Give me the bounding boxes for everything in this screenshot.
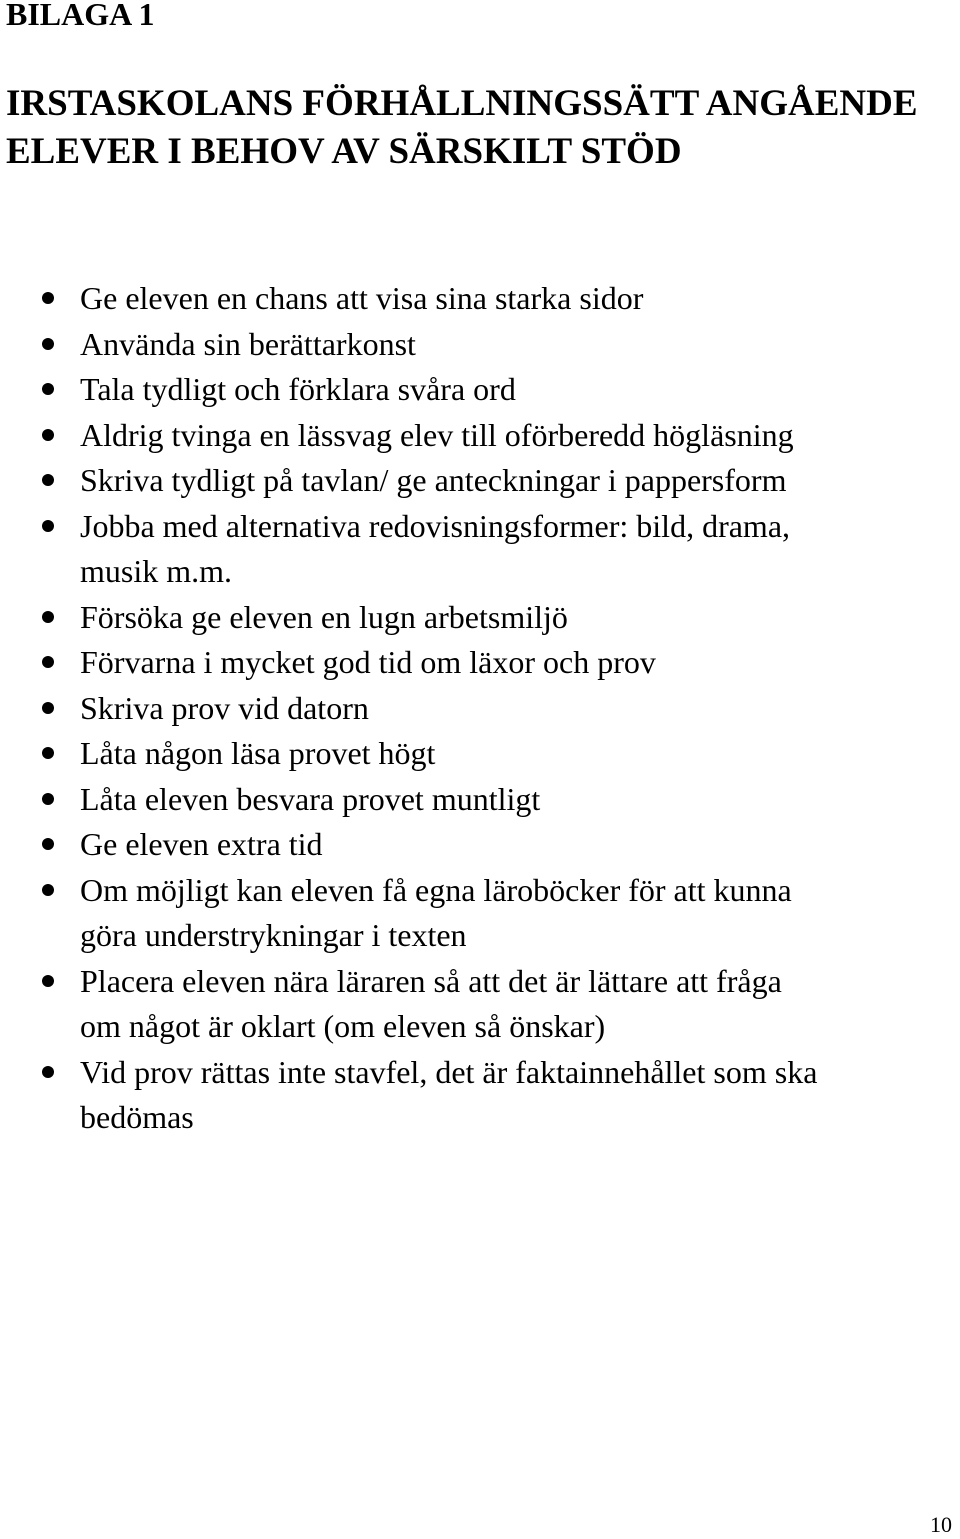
list-item-text: Skriva tydligt på tavlan/ ge anteckningar i pappersform <box>80 462 787 498</box>
bullet-dot-icon <box>42 838 54 850</box>
list-item-text: musik m.m. <box>80 553 233 589</box>
bullet-dot-icon <box>42 292 54 304</box>
bullet-dot-icon <box>42 793 54 805</box>
list-item <box>0 322 960 368</box>
list-item-text: Tala tydligt och förklara svåra ord <box>80 371 516 407</box>
list-item <box>0 504 960 595</box>
bullet-dot-icon <box>42 611 54 623</box>
list-item-text: Ge eleven en chans att visa sina starka sidor <box>80 280 644 316</box>
bullet-dot-icon <box>42 474 54 486</box>
list-item-text: Använda sin berättarkonst <box>80 325 416 362</box>
list-item-text: Försöka ge eleven en lugn arbetsmiljö <box>80 598 568 635</box>
list-item-text: Ge eleven extra tid <box>80 826 323 862</box>
list-item-text: om något är oklart (om eleven så önskar) <box>80 1008 606 1044</box>
list-item <box>0 959 960 1050</box>
list-item-text: Låta eleven besvara provet muntligt <box>80 780 541 817</box>
bullet-dot-icon <box>42 975 54 987</box>
document-title: IRSTASKOLANS FÖRHÅLLNINGSSÄTT ANGÅENDE ELEVER I BEHOV AV SÄRSKILT STÖD <box>6 83 918 172</box>
bullet-dot-icon <box>42 429 54 441</box>
page-number: 10 <box>930 1512 952 1537</box>
list-item <box>0 276 960 322</box>
bullet-dot-icon <box>42 383 54 395</box>
list-item-text: Vid prov rättas inte stavfel, det är faktainnehållet som ska <box>80 1053 818 1090</box>
annex-label: BILAGA 1 <box>6 0 155 32</box>
list-item-text: Jobba med alternativa redovisningsformer: bild, drama, <box>80 507 791 544</box>
list-item <box>0 367 960 413</box>
list-item <box>0 868 960 959</box>
list-item <box>0 686 960 732</box>
list-item-text: Låta någon läsa provet högt <box>80 735 436 771</box>
bullet-dot-icon <box>42 656 54 668</box>
list-item-text: Aldrig tvinga en lässvag elev till oförberedd högläsning <box>80 416 794 453</box>
list-item <box>0 413 960 459</box>
bullet-dot-icon <box>42 702 54 714</box>
list-item <box>0 731 960 777</box>
list-item <box>0 777 960 823</box>
list-item-text: Skriva prov vid datorn <box>80 689 369 726</box>
list-item-text: Placera eleven nära läraren så att det är lättare att fråga <box>80 962 782 999</box>
bullet-dot-icon <box>42 338 54 350</box>
list-item-text: göra understrykningar i texten <box>80 917 467 953</box>
list-item <box>0 640 960 686</box>
list-item-text: bedömas <box>80 1099 194 1135</box>
bullet-list <box>0 276 960 1141</box>
bullet-dot-icon <box>42 1066 54 1078</box>
bullet-dot-icon <box>42 884 54 896</box>
list-item <box>0 595 960 641</box>
list-item-text: Om möjligt kan eleven få egna läroböcker för att kunna <box>80 871 792 908</box>
list-item <box>0 458 960 504</box>
list-item <box>0 1050 960 1141</box>
bullet-dot-icon <box>42 747 54 759</box>
bullet-dot-icon <box>42 520 54 532</box>
list-item-text: Förvarna i mycket god tid om läxor och prov <box>80 644 656 680</box>
list-item <box>0 822 960 868</box>
